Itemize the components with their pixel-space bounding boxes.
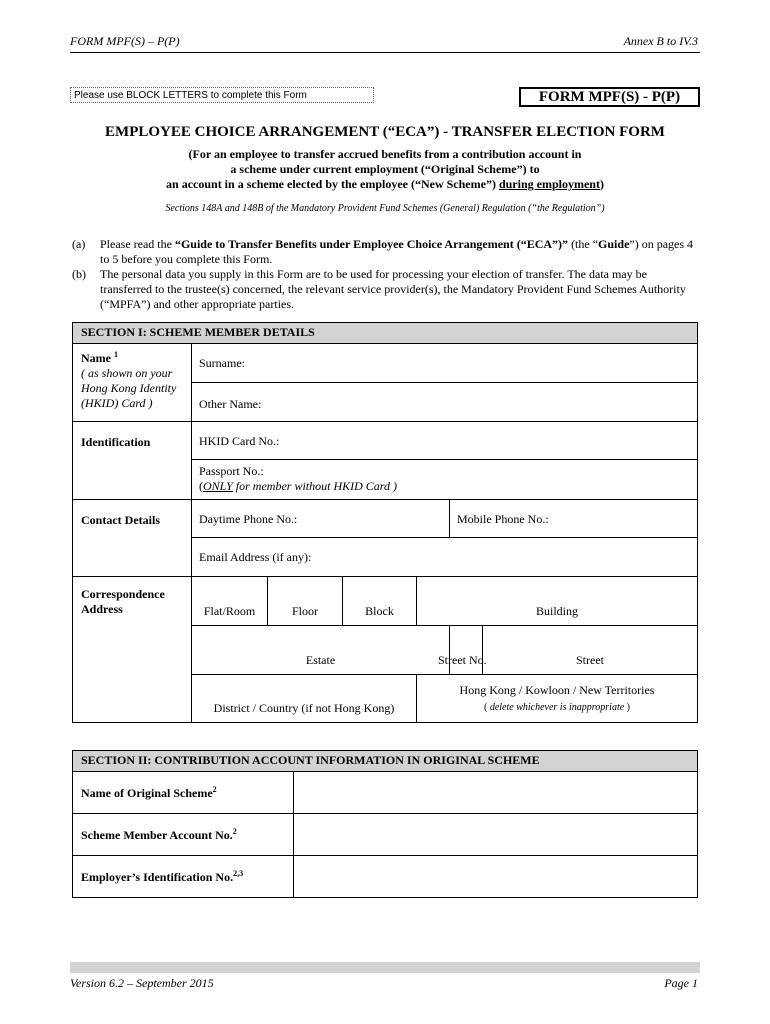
region-note-open: (	[484, 701, 490, 713]
annex-header: Annex B to IV.3	[623, 34, 698, 48]
other-name-label: Other Name:	[199, 397, 262, 411]
floor-field[interactable]	[268, 577, 343, 626]
original-scheme-label-cell	[73, 772, 294, 814]
footer-strip	[70, 962, 700, 973]
estate-label: Estate	[305, 653, 336, 667]
account-no-label-cell	[73, 814, 294, 856]
email-label: Email Address (if any):	[199, 550, 312, 564]
region-note-close: )	[624, 701, 631, 713]
employer-id-footnote: 2,3	[233, 868, 244, 878]
original-scheme-footnote: 2	[212, 784, 217, 794]
hkid-field[interactable]	[192, 422, 698, 460]
original-scheme-field[interactable]	[294, 772, 698, 814]
mobile-phone-field[interactable]	[450, 500, 698, 538]
note-a-pre: Please read the	[100, 237, 175, 251]
email-field[interactable]	[192, 538, 698, 577]
page-subtitle	[0, 147, 770, 192]
street-field[interactable]	[483, 626, 698, 675]
region-options: Hong Kong / Kowloon / New Territories	[459, 682, 655, 697]
district-field[interactable]	[192, 675, 417, 723]
building-field[interactable]	[417, 577, 698, 626]
name-footnote: 1	[114, 350, 118, 359]
street-no-label: Street No.	[438, 653, 487, 667]
surname-field[interactable]	[192, 344, 698, 383]
account-no-label: Scheme Member Account No.	[81, 827, 233, 842]
note-a-post: ”) on pages 4 to 5 before you complete this Form.	[100, 237, 694, 266]
note-b	[72, 267, 700, 312]
note-a-mid: (the “	[568, 237, 599, 251]
region-field[interactable]	[417, 675, 698, 723]
region-note-text: delete whichever is inappropriate	[489, 701, 625, 713]
block-letters-note: Please use BLOCK LETTERS to complete this Form	[70, 87, 374, 103]
flat-room-label: Flat/Room	[203, 604, 256, 618]
district-label: District / Country (if not Hong Kong)	[213, 701, 395, 715]
flat-room-field[interactable]	[192, 577, 268, 626]
name-label-cell	[73, 344, 192, 422]
other-name-field[interactable]	[192, 383, 698, 422]
version-footer: Version 6.2 – September 2015	[70, 976, 214, 990]
hkid-label: HKID Card No.:	[199, 434, 280, 448]
section-2-heading: SECTION II: CONTRIBUTION ACCOUNT INFORMATION IN ORIGINAL SCHEME	[73, 751, 698, 772]
regulation-reference: Sections 148A and 148B of the Mandatory Provident Fund Schemes (General) Regulation (“the Regulation”)	[165, 203, 605, 214]
account-no-footnote: 2	[232, 826, 237, 836]
section-1-heading: SECTION I: SCHEME MEMBER DETAILS	[73, 323, 698, 344]
region-delete-note	[484, 702, 630, 713]
note-a-label: (a)	[72, 237, 86, 251]
subtitle-close: )	[599, 177, 604, 191]
mobile-phone-label: Mobile Phone No.:	[457, 512, 549, 526]
floor-label: Floor	[291, 604, 318, 618]
page-number: Page 1	[664, 976, 698, 990]
passport-field[interactable]	[192, 460, 698, 500]
note-a-guide: Guide	[598, 237, 630, 251]
daytime-phone-field[interactable]	[192, 500, 450, 538]
correspondence-label: Correspondence Address	[73, 577, 192, 723]
instructions	[72, 237, 700, 312]
passport-note: for member without HKID Card )	[232, 479, 398, 493]
note-a-guide-title: “Guide to Transfer Benefits under Employee Choice Arrangement (“ECA”)”	[174, 237, 569, 251]
employer-id-label: Employer’s Identification No.	[81, 869, 234, 884]
block-label: Block	[365, 604, 394, 618]
block-field[interactable]	[343, 577, 417, 626]
surname-label: Surname:	[199, 356, 245, 370]
estate-field[interactable]	[192, 626, 450, 675]
street-no-field[interactable]	[438, 626, 487, 675]
daytime-phone-label: Daytime Phone No.:	[199, 512, 298, 526]
header-divider	[70, 52, 700, 53]
street-label: Street	[576, 653, 604, 667]
passport-label: Passport No.:	[199, 464, 264, 478]
subtitle-line-3-text: an account in a scheme elected by the employee (“New Scheme”)	[166, 177, 499, 191]
section-2-table	[72, 750, 698, 898]
passport-note-open: (	[199, 479, 203, 493]
building-label: Building	[536, 604, 579, 618]
note-b-text: The personal data you supply in this Form are to be used for processing your election of transfer. The data may be transferred to the trustee(s) concerned, the relevant service provider(s), the Mandatory Provident Fund Schemes Authority (“MPFA”) and other appropriate parties.	[100, 267, 686, 311]
passport-only: ONLY	[203, 479, 233, 493]
contact-details-label: Contact Details	[73, 500, 192, 577]
section-1-table	[72, 322, 698, 723]
form-code-header: FORM MPF(S) – P(P)	[70, 34, 180, 48]
employer-id-label-cell	[73, 856, 294, 898]
original-scheme-label: Name of Original Scheme	[81, 785, 213, 800]
note-b-label: (b)	[72, 267, 86, 281]
identification-label: Identification	[73, 422, 192, 500]
account-no-field[interactable]	[294, 814, 698, 856]
subtitle-line-1: (For an employee to transfer accrued benefits from a contribution account in	[188, 147, 582, 161]
note-a-text	[100, 237, 700, 267]
employer-id-field[interactable]	[294, 856, 698, 898]
page-title: EMPLOYEE CHOICE ARRANGEMENT (“ECA”) - TRANSFER ELECTION FORM	[105, 124, 665, 140]
note-a	[72, 237, 700, 267]
form-id-box: FORM MPF(S) - P(P)	[519, 87, 700, 107]
subtitle-underlined: during employment	[498, 177, 600, 191]
name-label: Name	[81, 351, 111, 365]
subtitle-line-3	[0, 177, 770, 192]
subtitle-line-2: a scheme under current employment (“Original Scheme”) to	[230, 162, 540, 176]
name-sublabel: ( as shown on your Hong Kong Identity (HKID) Card )	[81, 366, 177, 410]
